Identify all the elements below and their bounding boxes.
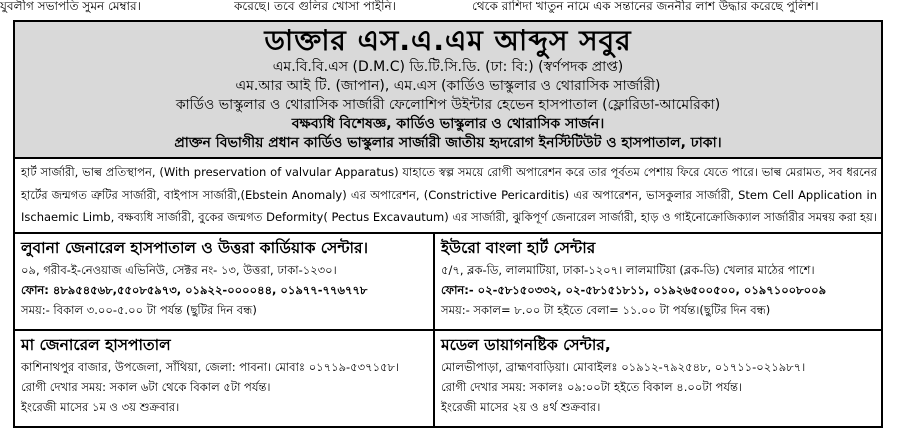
chamber-name: ইউরো বাংলা হার্ট সেন্টার	[441, 239, 596, 257]
doctor-advertisement	[13, 20, 883, 428]
chamber-box	[15, 234, 435, 331]
ad-header	[15, 22, 881, 159]
services-description: হার্ট সার্জারী, ভাল্ব প্রতিস্থাপন, (With preservation of valvular Apparatus) যাহাতে স্বল্প সময়ে রোগী অপারেশন করে তার পূর্বতম পেশায় ফিরে যেতে পারে। ভাল্ব মেরামত, সব ধরনের হার্টের জন্মগত ত্রুটির সার্জারী, বাইপাস সার্জারী,(Ebstein Anomaly) এর অপারেশন, (Constrictive Pericarditis) এর অপারেশন, ভাসকুলার সার্জারী, Stem Cell Application in Ischaemic Limb, বক্ষব্যধি সার্জারী, বুকের জন্মগত Deformity( Pectus Excavautum) এর সার্জারী, ঝুকিপূর্ণ জেনারেল সার্জারী, হাড় ও গাইনোক্রোজিক্যাল সার্জারীর সমন্বয় করা হয়।	[21, 165, 877, 224]
chamber-address: মোলভীপাড়া, ব্রাহ্মণবাড়িয়া। মোবাইলঃ ০১৯১২-৭৯২৫৪৮, ০১৭১১-০২১৯৮৭।	[441, 360, 806, 374]
degree-line: এম.বি.বি.এস (D.M.C) ডি.টি.সি.ডি. (ঢা: বি:) (স্বর্ণপদক প্রাপ্ত)	[272, 59, 624, 75]
chamber-box	[435, 331, 881, 428]
chamber-box	[435, 234, 881, 331]
top-snippet-left: যুবলীগ সভাপতি সুমন মেম্বার।	[0, 0, 141, 13]
chamber-phone: ফোন:- ০২-৫৮১৫০৩৩২, ০২-৫৮১৫১৮১১, ০১৯২৬৫০০৫০০, ০১৯৭১০০৮০০৯	[441, 283, 827, 297]
chamber-name: মডেল ডায়াগনষ্টিক সেন্টার,	[441, 336, 611, 354]
chamber-time: সময়:- বিকাল ৩.০০-৫.০০ টা পর্যন্ত (ছুটির দিন বন্ধ)	[21, 303, 257, 317]
top-snippet-mid: করেছে। তবে গুলির খোসা পাইনি।	[234, 0, 396, 13]
chamber-time: রোগী দেখার সময়: সকালঃ ০৯:০০টা হইতে বিকাল ৪.০০টা পর্যন্ত।	[441, 380, 743, 394]
chamber-time: সময়:- সকাল= ৮.০০ টা হইতে বেলা= ১১.০০ টা পর্যন্ত।(ছুটির দিন বন্ধ)	[441, 303, 771, 317]
doctor-name: ডাক্তার এস.এ.এম আব্দুস সবুর	[264, 24, 632, 57]
former-position-line: প্রাক্তন বিভাগীয় প্রধান কার্ডিও ভাস্কুলার সার্জারী জাতীয় হৃদরোগ ইনস্টিটিউট ও হাসপাতাল, ঢাকা।	[174, 135, 722, 151]
chamber-time: রোগী দেখার সময়: সকাল ৬টা থেকে বিকাল ৫টা পর্যন্ত।	[21, 380, 271, 394]
chamber-address: ৫/৭, ব্লক-ডি, লালমাটিয়া, ঢাকা-১২০৭। লালমাটিয়া (ব্লক-ডি) খেলার মাঠের পাশে।	[441, 263, 815, 277]
chamber-days: ইংরেজী মাসের ১ম ও ৩য় শুক্রবার।	[21, 400, 180, 414]
top-snippet-right: থেকে রাশিদা খাতুন নামে এক সন্তানের জননীর লাশ উদ্ধার করেছে পুলিশ।	[472, 0, 819, 13]
chamber-box	[15, 331, 435, 428]
chamber-phone: ফোন: ৪৮৯৫৪৫৬৮,৫৫০৮৫৯৭৩, ০১৯২২-০০০০৪৪, ০১৯৭৭-৭৭৬৭৭৮	[21, 283, 368, 297]
chamber-name: মা জেনারেল হাসপাতাল	[21, 336, 171, 354]
chamber-name: লুবানা জেনারেল হাসপাতাল ও উত্তরা কার্ডিয়াক সেন্টার।	[21, 239, 369, 257]
chamber-address: ০৯, গরীব-ই-নেওয়াজ এভিনিউ, সেক্টর নং- ১৩, উত্তরা, ঢাকা-১২৩০।	[21, 263, 337, 277]
fellowship-line: কার্ডিও ভাস্কুলার ও থোরাসিক সার্জারী ফেলোশিপ উইন্টার হেভেন হাসপাতাল (ফ্লোরিডা-আমেরিকা)	[175, 97, 721, 113]
chamber-address: কাশিনাথপুর বাজার, উপজেলা, সাঁথিয়া, জেলা: পাবনা। মোবাঃ ০১৭১৯-৫৩৭১৫৮।	[21, 360, 400, 374]
degree-line: এম.আর আই টি. (জাপান), এম.এস (কার্ডিও ভাস্কুলার ও থোরাসিক সার্জারী)	[235, 78, 661, 94]
chambers-grid	[15, 232, 881, 428]
specialty-line: বক্ষব্যধি বিশেষজ্ঞ, কার্ডিও ভাস্কুলার ও থোরাসিক সার্জন।	[291, 116, 605, 132]
chamber-days: ইংরেজী মাসের ২য় ও ৪র্থ শুক্রবার।	[441, 400, 601, 414]
